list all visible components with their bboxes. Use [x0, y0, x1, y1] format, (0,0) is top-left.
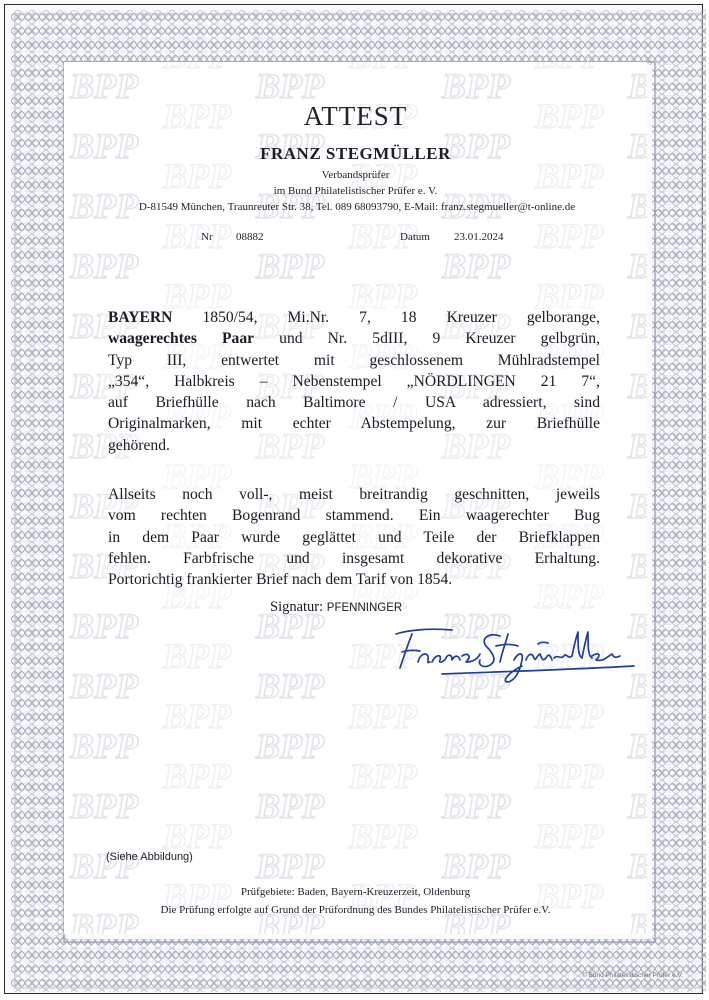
pair-label: waagerechtes Paar	[108, 330, 255, 348]
p2-line-1: Allseits noch voll-, meist breitrandig geschnitten, jeweils	[108, 486, 600, 503]
examiner-address: D-81549 München, Traunreuter Str. 38, Tel. 089 68093790, E-Mail: franz.stegmueller@t-online.de	[138, 201, 576, 213]
signatur-value: PFENNINGER	[326, 602, 403, 614]
certificate-body	[64, 62, 647, 934]
nr-label: Nr	[201, 231, 213, 243]
certificate-title: ATTEST	[303, 101, 408, 131]
examiner-role: Verbandsprüfer	[321, 169, 390, 181]
description-paragraph	[108, 307, 600, 456]
exam-rules-note: Die Prüfung erfolgte auf Grund der Prüfordnung des Bundes Philatelistischer Prüfer e.V.	[160, 904, 551, 916]
datum-value: 23.01.2024	[454, 231, 504, 243]
p1-line-7: gehörend.	[108, 436, 170, 454]
datum-label: Datum	[400, 231, 430, 243]
copyright-note: © Bund Philatelistischer Prüfer e.V.	[581, 972, 683, 979]
condition-paragraph	[108, 484, 600, 590]
p1-line-4: „354“, Halbkreis – Nebenstempel „NÖRDLINGEN 21 7“,	[108, 372, 600, 390]
p1-line-6: Originalmarken, mit echter Abstempelung, zur Briefhülle	[108, 415, 600, 433]
exam-areas: Prüfgebiete: Baden, Bayern-Kreuzerzeit, Oldenburg	[240, 886, 471, 898]
country-name: BAYERN	[108, 309, 173, 326]
signatur-label: Signatur:	[270, 599, 324, 615]
signatur-line	[270, 599, 402, 616]
p2-line-5: Portorichtig frankierter Brief nach dem Tarif von 1854.	[108, 571, 453, 589]
p1-line-2: waagerechtes Paar und Nr. 5dIII, 9 Kreuzer gelbgrün,	[108, 330, 600, 348]
certificate-content	[64, 62, 647, 934]
examiner-name: FRANZ STEGMÜLLER	[260, 144, 451, 163]
nr-value: 08882	[236, 231, 264, 243]
p2-line-2: vom rechten Bogenrand stammend. Ein waagerechter Bug	[108, 507, 600, 525]
examiner-association: im Bund Philatelistischer Prüfer e. V.	[273, 185, 438, 197]
p1-line-1: BAYERN 1850/54, Mi.Nr. 7, 18 Kreuzer gelborange,	[108, 309, 601, 326]
see-illustration-note: (Siehe Abbildung)	[106, 851, 193, 863]
p2-line-3: in dem Paar wurde geglättet und Teile der Briefklappen	[108, 528, 600, 546]
handwritten-signature	[382, 622, 644, 686]
p1-line-3: Typ III, entwertet mit geschlossenem Mühlradstempel	[108, 351, 600, 369]
p1-line-5: auf Briefhülle nach Baltimore / USA adressiert, sind	[108, 394, 600, 412]
p2-line-4: fehlen. Farbfrische und insgesamt dekorative Erhaltung.	[108, 549, 600, 567]
